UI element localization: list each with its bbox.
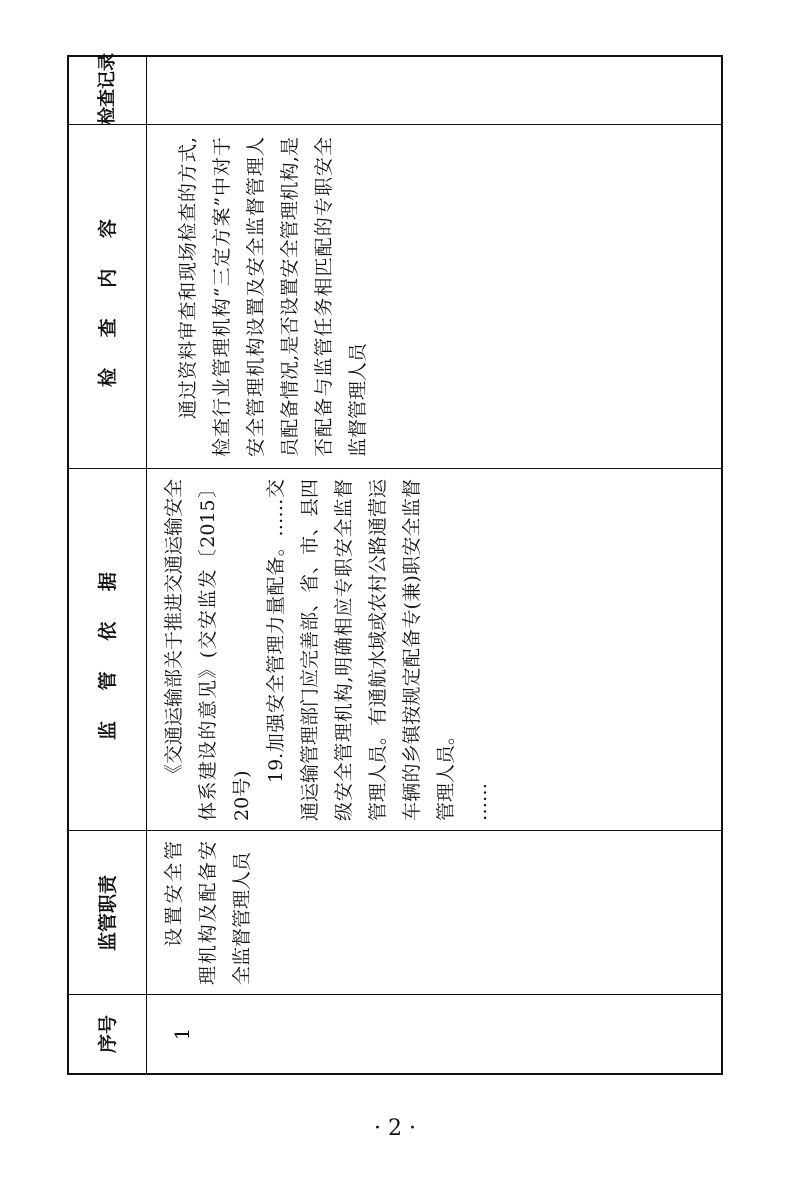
column-divider (147, 830, 723, 831)
column-divider (147, 124, 723, 125)
basis-citation: 《交通运输部关于推进交通运输安全体系建设的意见》(交安监发〔2015〕20号) (163, 478, 253, 821)
row-content (147, 125, 375, 469)
page-number: · 2 · (374, 1116, 416, 1141)
row-content-text: 通过资料审查和现场检查的方式,检查行业管理机构“三定方案”中对于安全管理机构设置及安全监督管理人员配备情况,是否设置安全管理机构,是否配备与监管任务相匹配的专职安全监督管理人员 (177, 137, 369, 457)
column-divider (147, 468, 723, 469)
row-duty (147, 831, 259, 995)
column-divider (69, 468, 146, 469)
column-divider (69, 124, 146, 125)
header-content: 检 查 内 容 (96, 207, 119, 387)
row-seq: 1 (170, 1027, 194, 1041)
header-record-line-1: 检查 (97, 89, 119, 125)
basis-clause: 19.加强安全管理力量配备。……交通运输管理部门应完善部、省、市、县四级安全管理机构,明确相应专职安全监督管理人员。有通航水域或农村公路通营运车辆的乡镇按规定配备专(兼)职安全监督管理人员。 (265, 478, 457, 821)
row-basis (147, 469, 497, 831)
column-divider (69, 994, 146, 995)
table-row (147, 57, 723, 1073)
basis-ellipsis: …… (469, 783, 491, 821)
header-record (69, 53, 147, 125)
column-divider (69, 830, 146, 831)
header-duty: 监管职责 (96, 875, 119, 952)
header-record-line-2: 记录 (97, 53, 119, 89)
header-seq: 序号 (96, 1015, 119, 1054)
row-duty-text: 设置安全管理机构及配备安全监督管理人员 (163, 841, 253, 985)
table-header-row (69, 53, 147, 1073)
inspection-table (67, 55, 723, 1075)
header-basis: 监 管 依 据 (96, 560, 119, 740)
column-divider (147, 994, 723, 995)
